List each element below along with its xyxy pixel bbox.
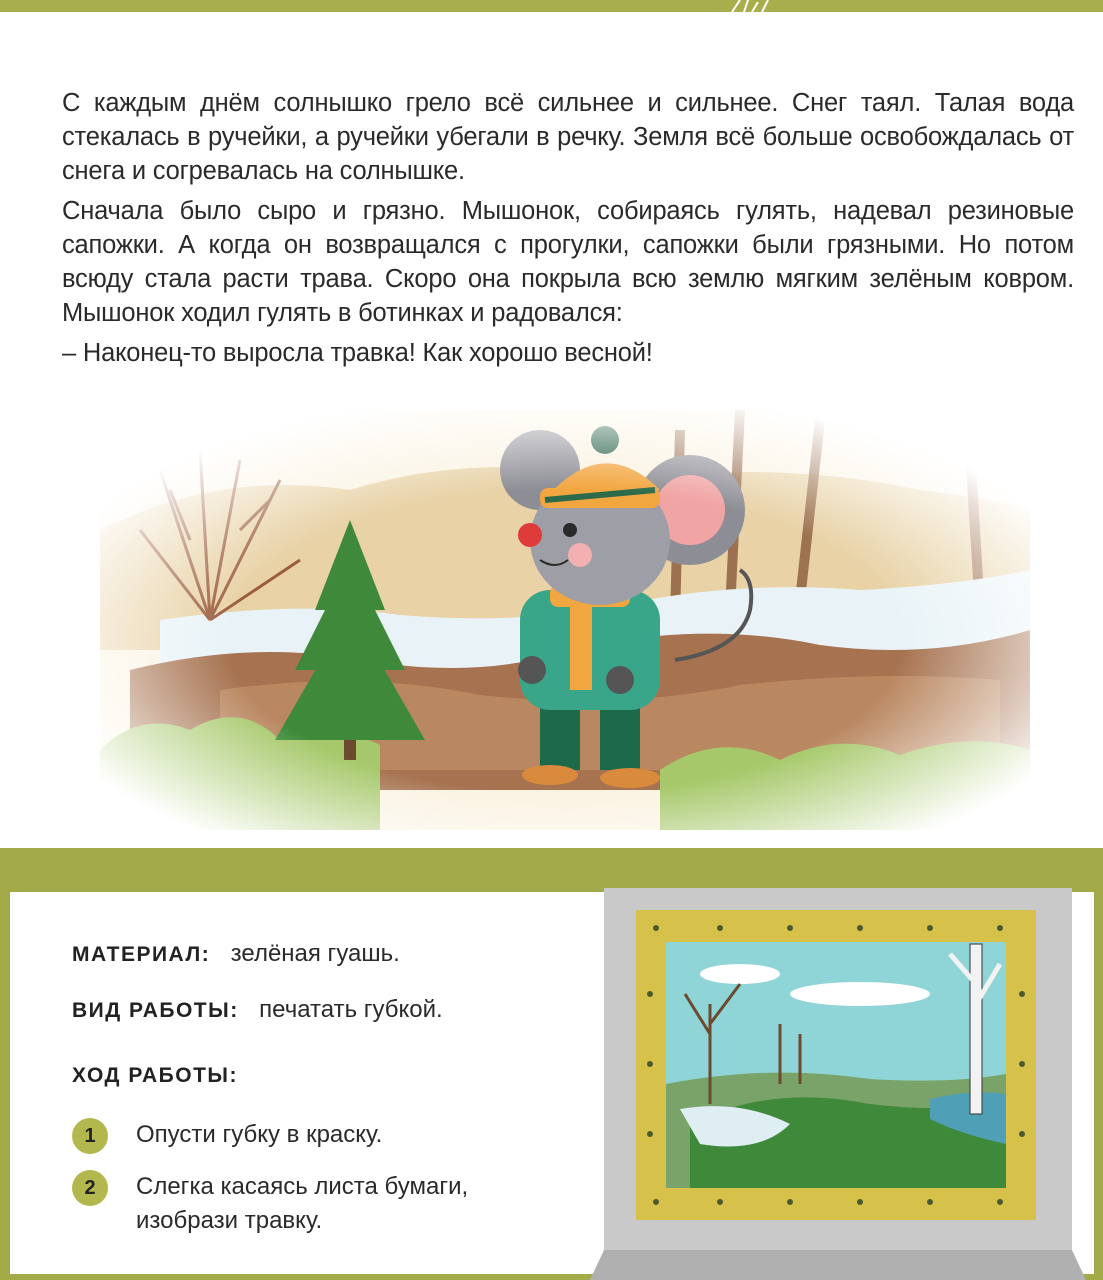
material-value: зелёная гуашь. <box>230 940 400 967</box>
work-kind-label: ВИД РАБОТЫ: <box>72 999 239 1022</box>
framed-landscape-picture <box>590 884 1090 1280</box>
top-band <box>0 0 1103 12</box>
work-kind-row <box>72 996 443 1024</box>
step-item-1 <box>72 1118 556 1154</box>
step-text: Опусти губку в краску. <box>136 1121 383 1148</box>
step-text: Слегка касаясь листа бумаги, изобрази травку. <box>136 1173 469 1234</box>
material-label: МАТЕРИАЛ: <box>72 943 211 966</box>
step-number-badge: 2 <box>72 1170 108 1206</box>
step-number-badge: 1 <box>72 1118 108 1154</box>
story-paragraph-1: С каждым днём солнышко грело всё сильнее и сильнее. Снег таял. Талая вода стекалась в ручейки, а ручейки убегали в речку. Земля всё больше освобождалась от снега и согревалась на солнышке. <box>62 89 1074 185</box>
steps-title: ХОД РАБОТЫ: <box>72 1064 238 1087</box>
step-item-2 <box>72 1170 556 1238</box>
material-row <box>72 940 400 968</box>
work-kind-value: печатать губкой. <box>259 996 443 1023</box>
sprig-icon <box>722 0 782 12</box>
story-paragraph-3: – Наконец-то выросла травка! Как хорошо весной! <box>62 339 653 367</box>
mouse-scene-illustration <box>100 410 1030 830</box>
story-paragraph-2: Сначала было сыро и грязно. Мышонок, собираясь гулять, надевал резиновые сапожки. А когда он возвращался с прогулки, сапожки были грязными. Но потом всюду стала расти трава. Скоро она покрыла всю землю мягким зелёным ковром. Мышонок ходил гулять в ботинках и радовался: <box>62 197 1074 327</box>
steps-title-row <box>72 1064 238 1088</box>
story-text <box>62 86 1074 376</box>
